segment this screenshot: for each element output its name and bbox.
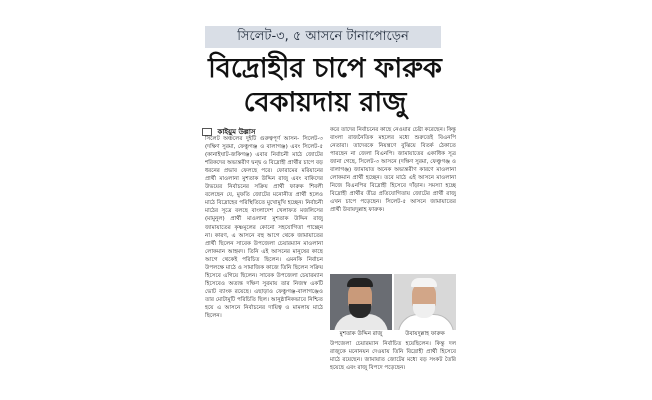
article-text-right-top: করে তাদের নির্বাচনের কাছে নেওয়ার চেষ্টা করেছেন। কিন্তু বাংলা রাজনৈতিক মহলের মধ্যে শুরুতেই বিএনপি নেতারা। তাদেরকে নিয়ন্ত্রণে বুঝিয়ে বিতর্ক ঠেকাতে পারছেন না জেলা বিএনপি। জামায়াতের একাধিক সূত্র জানা গেছে, সিলেট-৩ আসনে (দক্ষিণ সুরমা, ফেঞ্চুগঞ্জ ও বালাগঞ্জ) জামায়াত অনেক অভ্যন্তরীণ কারণে মাওলানা লোকমান প্রার্থী হচ্ছেন। তবে মাঠে এই আসনে মাওলানা নিজে বিএনপির বিদ্রোহী হিসেবে দাঁড়ান। সমস্যা হচ্ছে বিদ্রোহী প্রার্থীর তীব্র প্রতিযোগিতায় জোটের প্রার্থী রাজু এখন চাপে পড়েছেন। সিলেট-৫ আসনে জামায়াতের প্রার্থী উবায়দুল্লাহ ফারুক।	[330, 127, 456, 214]
article-column-right-bottom	[330, 340, 456, 396]
photo-portrait-2	[394, 274, 456, 330]
byline-name: কাইয়ুম উল্লাস	[217, 128, 256, 136]
photo-portrait-1	[330, 274, 392, 330]
photo-caption-2: উবায়দুল্লাহ ফারুক	[405, 331, 445, 337]
article-text-left: সিলেট অঞ্চলের দুইটি গুরুত্বপূর্ণ আসন- সিলেট-৩ (দক্ষিণ সুরমা, ফেঞ্চুগঞ্জ ও বালাগঞ্জ) এবং সিলেট-৫ (কানাইঘাট-জকিগঞ্জ) এবার নির্বাচনী মাঠে জোটের শরিকদের অভ্যন্তরীণ দ্বন্দ্ব ও বিদ্রোহী প্রার্থীর চাপে বড় ধরনের প্রভাব ফেলছে পরে। ফোরামের মরিয়ানের প্রার্থী মাওলানা মুশতাক উদ্দিন রাজু এবং বাকিদের উভয়ের নির্বাচনের সক্রিয় প্রার্থী ফারুক শিবলী বলেছেন যে, মুফতি জোটের মনোনীত প্রার্থী হলেও মাঠে বিদ্রোহের পরিস্থিতিতে মুখোমুখি হচ্ছেন। নির্বাচনী মাঠের সূত্রে বলছে বাংলাদেশ খেলাফত মজলিসের (মামুনুল) প্রার্থী মাওলানা মুশতাক উদ্দিন রাজু জামায়াতের কৃষ্ণমূলের কোনো সহযোগিতা পাচ্ছেন না। কারণ, এ আসনে বহু আগে থেকে জামায়াতের প্রার্থী ছিলেন সাবেক উপজেলা চেয়ারম্যান মাওলানা লোকমান আহমদ। তিনি এই আসনের মানুষের কাছে আগে থেকেই পরিচিত ছিলেন। এমনকি নির্বাচন উপলক্ষে মাঠে ও সামাজিক কাজে তিনি ছিলেন সক্রিয় হিসেবে এগিয়ে ছিলেন। সাবেক উপজেলা চেয়ারম্যান হিসেবেও অত্যন্ত দক্ষিণ সুরমায় তার নিজস্ব একটি ভোট ব্যাংক রয়েছে। এছাড়াও ফেঞ্চুগঞ্জ-বালাগঞ্জেও তার মোটামুটি পরিচিতি ছিল। আনুষ্ঠানিকভাবে নিশ্চিত হয়ে এ আসনে নির্বাচনের দায়িত্ব ও মামলায় মাঠে ছিলেন।	[205, 136, 323, 320]
article-column-right	[330, 126, 456, 274]
article-column-left	[205, 135, 323, 393]
headline-line-1: বিদ্রোহীর চাপে ফারুক	[208, 53, 442, 84]
kicker-strap: সিলেট-৩, ৫ আসনে টানাপোড়েন	[205, 26, 441, 48]
article-text-right-bottom: উপজেলা চেয়ারম্যান নির্বাচিত হয়েছিলেন। কিন্তু দল রাজুকে মনোনয়ন দেওয়ায় তিনি বিদ্রোহী প্রার্থী হিসেবে মাঠে রয়েছেন। জামায়াত জোটের মধ্যে বড় সংকট তৈরি হয়েছে এবং রাজু বিপদে পড়েছেন।	[330, 341, 456, 372]
headline-line-2: বেকায়দায় রাজু	[243, 87, 407, 118]
newspaper-clipping	[150, 22, 500, 398]
headline	[150, 52, 500, 120]
photo-caption-1: মুশতাক উদ্দিন রাজু	[339, 331, 383, 337]
